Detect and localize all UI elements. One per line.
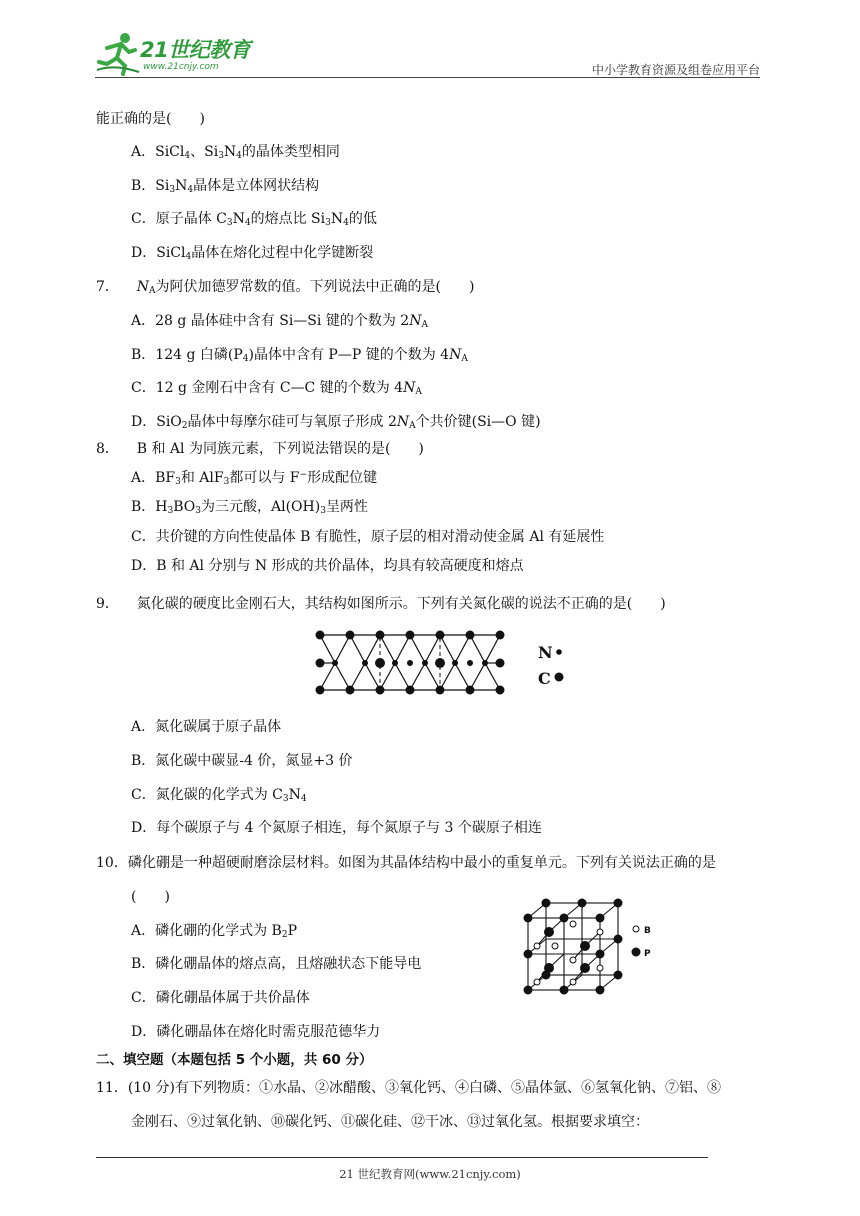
runner-logo-icon — [95, 30, 141, 76]
q6-option-c[interactable]: C．原子晶体 $C_3N_4$的熔点比 $Si_3N_4$的低 — [131, 211, 377, 228]
logo-text: 21世纪教育 — [140, 38, 251, 62]
q9-option-d[interactable]: D．每个碳原子与 4 个氮原子相连，每个氮原子与 3 个碳原子相连 — [131, 820, 542, 836]
carbon-legend-dot — [555, 673, 564, 682]
header-rule — [95, 77, 760, 78]
footer-text[interactable]: 21 世纪教育网(www.21cnjy.com) — [339, 1167, 521, 1181]
q6-option-a[interactable]: A．SiCl$_4$、$Si_3N_4$的晶体类型相同 — [131, 144, 340, 161]
boron-legend-dot — [633, 926, 639, 932]
q10-stem: 10．磷化硼是一种超硬耐磨涂层材料。如图为其晶体结构中最小的重复单元。下列有关说法正确的是 — [96, 855, 716, 871]
nitrogen-legend-dot — [556, 649, 562, 655]
q8-stem: 8． B 和 Al 为同族元素，下列说法错误的是( ) — [96, 441, 424, 457]
q6-option-b[interactable]: B．$Si_3N_4$晶体是立体网状结构 — [131, 178, 320, 195]
q7-option-d[interactable]: D．SiO$_2$晶体中每摩尔硅可与氧原子形成 $2N_A$个共价键(Si—O 键) — [131, 414, 541, 431]
q7-option-c[interactable]: C．12 g 金刚石中含有 C—C 键的个数为 $4N_A$ — [131, 380, 422, 397]
legend-c-label: C — [538, 669, 551, 688]
q9-stem: 9． 氮化碳的硬度比金刚石大，其结构如图所示。下列有关氮化碳的说法不正确的是( ) — [96, 596, 666, 612]
q11-stem-line2: 金刚石、⑨过氧化钠、⑩碳化钙、⑪碳化硅、⑫干冰、⑬过氧化氢。根据要求填空： — [131, 1114, 649, 1130]
q10-option-d[interactable]: D．磷化硼晶体在熔化时需克服范德华力 — [131, 1024, 381, 1040]
carbon-nitride-lattice-diagram — [310, 626, 570, 696]
legend-n-label: N — [538, 643, 553, 662]
q7-stem: 7． $N_A$为阿伏加德罗常数的值。下列说法中正确的是( ) — [96, 279, 475, 296]
q8-option-d[interactable]: D．B 和 Al 分别与 N 形成的共价晶体，均具有较高硬度和熔点 — [131, 558, 524, 574]
carbon-nitride-structure-figure — [310, 626, 570, 696]
q7-option-a[interactable]: A．28 g 晶体硅中含有 Si—Si 键的个数为 $2N_A$ — [131, 313, 428, 330]
page-header — [95, 30, 760, 80]
q7-option-b[interactable]: B．124 g 白磷$(P_4)$晶体中含有 P—P 键的个数为 $4N_A$ — [131, 347, 468, 364]
legend-p-label: P — [644, 949, 651, 959]
boron-phosphide-unit-cell-figure — [518, 898, 658, 1000]
boron-phosphide-cell-diagram — [518, 898, 658, 1000]
q10-option-c[interactable]: C．磷化硼晶体属于共价晶体 — [131, 990, 310, 1006]
section-title-fill-in: 二、填空题（本题包括 5 个小题，共 60 分） — [96, 1052, 373, 1068]
legend-b-label: B — [644, 926, 651, 936]
q8-option-b[interactable]: B．$H_3BO_3$为三元酸，$Al(OH)_3$呈两性 — [131, 499, 368, 516]
phosphorus-legend-dot — [632, 948, 641, 957]
q11-stem-line1: 11．(10 分)有下列物质：①水晶、②冰醋酸、③氧化钙、④白磷、⑤晶体氩、⑥氢氧化钠、⑦铝、⑧ — [96, 1080, 722, 1096]
q6-stem-tail: 能正确的是( ) — [96, 111, 205, 127]
logo-url: www.21cnjy.com — [143, 62, 219, 72]
q10-option-b[interactable]: B．磷化硼晶体的熔点高，且熔融状态下能导电 — [131, 956, 422, 972]
q8-option-c[interactable]: C．共价键的方向性使晶体 B 有脆性，原子层的相对滑动使金属 Al 有延展性 — [131, 529, 605, 545]
q10-option-a[interactable]: A．磷化硼的化学式为 $B_2P$ — [131, 923, 298, 940]
q9-option-a[interactable]: A．氮化碳属于原子晶体 — [131, 719, 282, 735]
q6-option-d[interactable]: D．SiCl$_4$晶体在熔化过程中化学键断裂 — [131, 245, 374, 262]
q9-option-b[interactable]: B．氮化碳中碳显-4 价，氮显+3 价 — [131, 753, 353, 769]
header-tagline: 中小学教育资源及组卷应用平台 — [591, 63, 760, 77]
footer-rule — [96, 1157, 708, 1158]
q9-option-c[interactable]: C．氮化碳的化学式为 $C_3N_4$ — [131, 787, 307, 804]
q8-option-a[interactable]: A．$BF_3$和 AlF$_3$都可以与 F−形成配位键 — [131, 470, 378, 487]
site-logo[interactable] — [95, 30, 265, 80]
q10-stem-bracket: ( ) — [131, 889, 170, 905]
